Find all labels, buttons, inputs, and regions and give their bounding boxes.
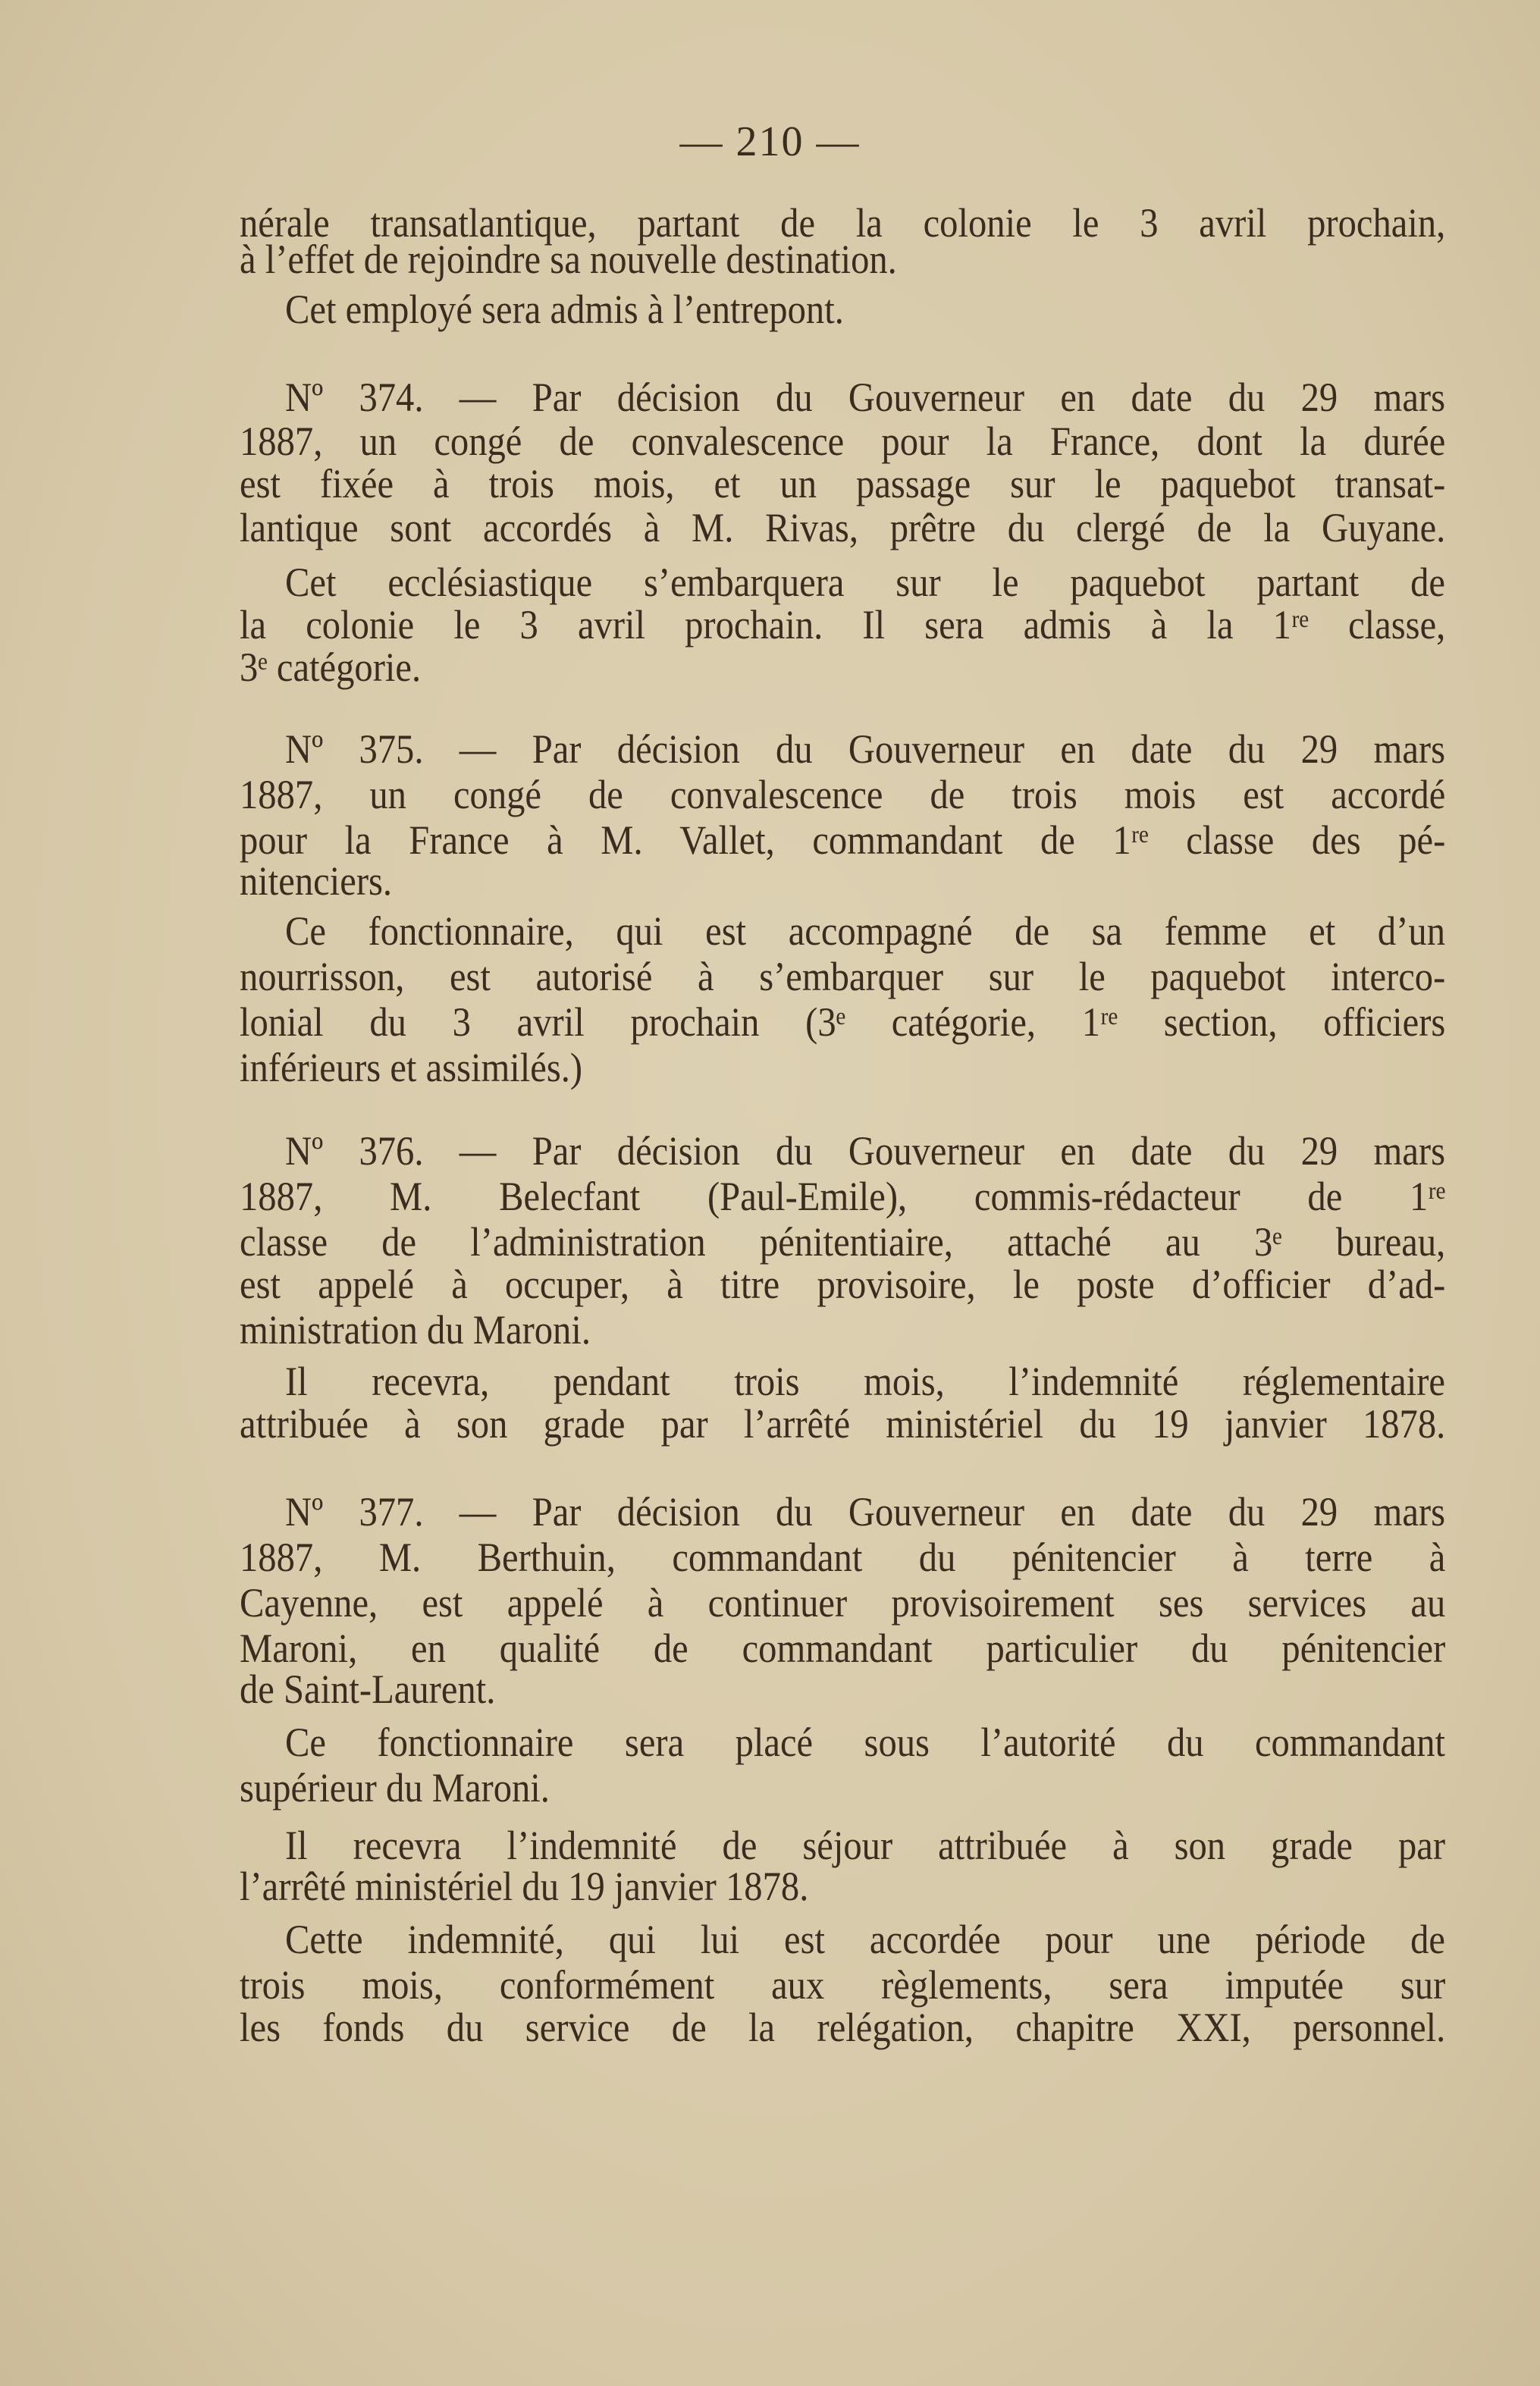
text-line: Cet ecclésiastique s’embarquera sur le paquebot partant de (285, 560, 1445, 605)
text-line: supérieur du Maroni. (240, 1765, 550, 1811)
text-line: Nº 375. — Par décision du Gouverneur en date du 29 mars (285, 726, 1445, 772)
text-line: classe de l’administration pénitentiaire, attaché au 3ᵉ bureau, (240, 1219, 1446, 1265)
text-line: 1887, M. Berthuin, commandant du pénitencier à terre à (240, 1535, 1446, 1580)
text-line: à l’effet de rejoindre sa nouvelle destination. (240, 237, 897, 282)
text-line: nitenciers. (240, 858, 393, 904)
text-line: trois mois, conformément aux règlements, sera imputée sur (240, 1962, 1446, 2008)
text-line: Maroni, en qualité de commandant particulier du pénitencier (240, 1626, 1446, 1671)
text-line: de Saint-Laurent. (240, 1666, 496, 1712)
text-line: est appelé à occuper, à titre provisoire, le poste d’officier d’ad- (240, 1262, 1446, 1307)
text-line: Ce fonctionnaire sera placé sous l’autorité du commandant (285, 1720, 1445, 1765)
text-line: les fonds du service de la relégation, chapitre XXI, personnel. (240, 2005, 1446, 2050)
text-line: Cette indemnité, qui lui est accordée pour une période de (285, 1917, 1445, 1962)
text-line: inférieurs et assimilés.) (240, 1045, 583, 1090)
text-line: nérale transatlantique, partant de la colonie le 3 avril prochain, (240, 200, 1446, 246)
text-line: 1887, un congé de convalescence de trois mois est accordé (240, 772, 1446, 817)
text-line: ministration du Maroni. (240, 1307, 591, 1353)
text-line: la colonie le 3 avril prochain. Il sera admis à la 1ʳᵉ classe, (240, 602, 1446, 647)
text-line: l’arrêté ministériel du 19 janvier 1878. (240, 1864, 809, 1909)
text-line: Nº 377. — Par décision du Gouverneur en date du 29 mars (285, 1489, 1445, 1535)
text-line: est fixée à trois mois, et un passage sur le paquebot transat- (240, 461, 1446, 506)
text-line: Il recevra, pendant trois mois, l’indemnité réglementaire (285, 1359, 1445, 1404)
text-line: attribuée à son grade par l’arrêté ministériel du 19 janvier 1878. (240, 1401, 1446, 1447)
text-line: lantique sont accordés à M. Rivas, prêtre du clergé de la Guyane. (240, 505, 1446, 550)
text-line: 1887, un congé de convalescence pour la France, dont la durée (240, 419, 1446, 464)
text-line: Cayenne, est appelé à continuer provisoirement ses services au (240, 1580, 1446, 1626)
text-line: 1887, M. Belecfant (Paul-Emile), commis-rédacteur de 1ʳᵉ (240, 1174, 1446, 1219)
text-line: nourrisson, est autorisé à s’embarquer sur le paquebot interco- (240, 954, 1446, 999)
text-line: pour la France à M. Vallet, commandant de 1ʳᵉ classe des pé- (240, 817, 1446, 863)
text-line: 3ᵉ catégorie. (240, 644, 422, 690)
page-number: — 210 — (679, 118, 861, 165)
text-line: Cet employé sera admis à l’entrepont. (285, 287, 844, 332)
text-line: lonial du 3 avril prochain (3ᵉ catégorie, 1ʳᵉ section, officiers (240, 999, 1446, 1045)
text-line: Il recevra l’indemnité de séjour attribuée à son grade par (285, 1823, 1445, 1868)
text-line: Nº 376. — Par décision du Gouverneur en date du 29 mars (285, 1128, 1445, 1174)
text-line: Nº 374. — Par décision du Gouverneur en date du 29 mars (285, 375, 1445, 420)
text-line: Ce fonctionnaire, qui est accompagné de sa femme et d’un (285, 908, 1445, 954)
